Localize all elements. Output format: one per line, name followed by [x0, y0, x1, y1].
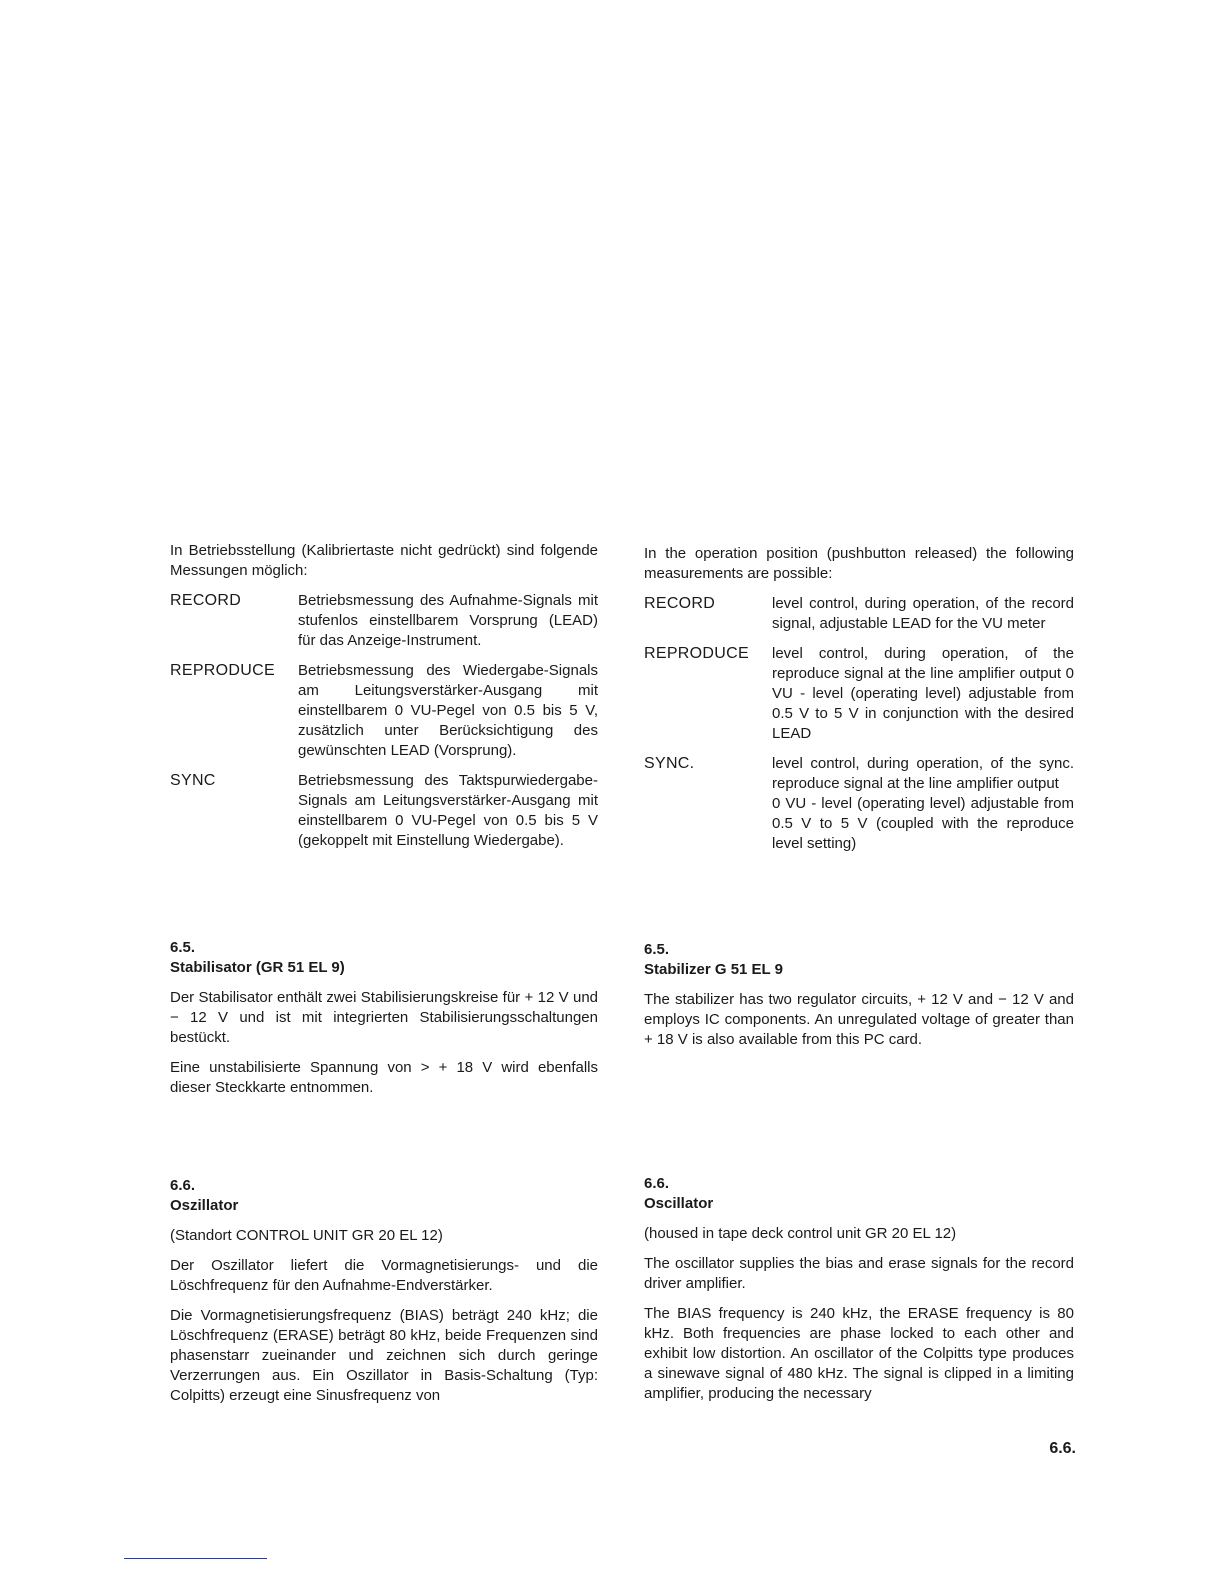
german-section-6-6 — [170, 1176, 598, 1406]
german-column — [170, 541, 598, 861]
measurement-term: RECORD — [170, 592, 242, 609]
english-column — [644, 544, 1074, 864]
english-intro: In the operation position (pushbutton released) the following measurements are possible: — [644, 545, 1074, 582]
measurement-desc — [772, 754, 1074, 854]
measurement-term: REPRODUCE — [644, 645, 749, 662]
measurement-desc: Betriebsmessung des Aufnahme-Signals mit stufenlos einstellbarem Vorsprung (LEAD) für das Anzeige-Instrument. — [298, 592, 598, 649]
english-section-6-6 — [644, 1174, 1074, 1404]
section-paragraph: The BIAS frequency is 240 kHz, the ERASE frequency is 80 kHz. Both frequencies are phase locked to each other and exhibit low distortion. An oscillator of the Colpitts type produces a sinewave signal of 480 kHz. The signal is clipped in a limiting amplifier, producing the necessary — [644, 1305, 1074, 1402]
english-measurement-reproduce — [644, 644, 1074, 744]
section-title: Stabilizer G 51 EL 9 — [644, 961, 783, 978]
measurement-term: RECORD — [644, 595, 716, 612]
german-measurement-sync — [170, 771, 598, 851]
section-paragraph: The stabilizer has two regulator circuits, + 12 V and − 12 V and employs IC components. An unregulated voltage of greater than + 18 V is also available from this PC card. — [644, 991, 1074, 1048]
section-number: 6.6. — [644, 1175, 670, 1192]
bottom-rule — [124, 1558, 267, 1559]
measurement-term: REPRODUCE — [170, 662, 275, 679]
german-measurement-record — [170, 591, 598, 651]
german-measurement-reproduce — [170, 661, 598, 761]
measurement-desc: level control, during operation, of the record signal, adjustable LEAD for the VU meter — [772, 595, 1074, 632]
section-paragraph: Der Stabilisator enthält zwei Stabilisierungskreise für + 12 V und − 12 V und ist mit integrierten Stabilisierungsschaltungen bestückt. — [170, 989, 598, 1046]
measurement-term: SYNC. — [644, 755, 695, 772]
section-number: 6.5. — [170, 939, 196, 956]
section-number: 6.5. — [644, 941, 670, 958]
measurement-desc: level control, during operation, of the reproduce signal at the line amplifier output 0 VU - level (operating level) adjustable from 0.5 V to 5 V in conjunction with the desired LEAD — [772, 645, 1074, 742]
measurement-desc: Betriebsmessung des Taktspurwiedergabe-Signals am Leitungsverstärker-Ausgang mit einstellbarem 0 VU-Pegel von 0.5 bis 5 V (gekoppelt mit Einstellung Wiedergabe). — [298, 772, 598, 849]
english-measurement-record — [644, 594, 1074, 634]
section-paragraph: (Standort CONTROL UNIT GR 20 EL 12) — [170, 1227, 443, 1244]
page-number: 6.6. — [1049, 1440, 1076, 1457]
section-paragraph: (housed in tape deck control unit GR 20 EL 12) — [644, 1225, 957, 1242]
measurement-desc: Betriebsmessung des Wiedergabe-Signals am Leitungsverstärker-Ausgang mit einstellbarem 0 VU-Pegel von 0.5 bis 5 V, zusätzlich unter Berücksichtigung des gewünschten LEAD (Vorsprung). — [298, 662, 598, 759]
section-title: Stabilisator (GR 51 EL 9) — [170, 959, 345, 976]
measurement-term: SYNC — [170, 772, 216, 789]
german-section-6-5 — [170, 938, 598, 1098]
section-paragraph: Der Oszillator liefert die Vormagnetisierungs- und die Löschfrequenz für den Aufnahme-Endverstärker. — [170, 1257, 598, 1294]
section-number: 6.6. — [170, 1177, 196, 1194]
section-title: Oscillator — [644, 1195, 714, 1212]
section-paragraph: Eine unstabilisierte Spannung von > + 18 V wird ebenfalls dieser Steckkarte entnommen. — [170, 1059, 598, 1096]
english-section-6-5 — [644, 940, 1074, 1050]
measurement-desc-part: level control, during operation, of the sync. reproduce signal at the line amplifier output — [772, 755, 1074, 792]
english-measurement-sync — [644, 754, 1074, 854]
section-paragraph: The oscillator supplies the bias and erase signals for the record driver amplifier. — [644, 1255, 1074, 1292]
section-title: Oszillator — [170, 1197, 239, 1214]
section-paragraph: Die Vormagnetisierungsfrequenz (BIAS) beträgt 240 kHz; die Löschfrequenz (ERASE) beträgt 80 kHz, beide Frequenzen sind phasenstarr zueinander und zeichnen sich durch geringe Verzerrungen aus. Ein Oszillator in Basis-Schaltung (Typ: Colpitts) erzeugt eine Sinusfrequenz von — [170, 1307, 598, 1404]
german-intro: In Betriebsstellung (Kalibriertaste nicht gedrückt) sind folgende Messungen möglich: — [170, 542, 598, 579]
measurement-desc-part: 0 VU - level (operating level) adjustable from 0.5 V to 5 V (coupled with the reproduce level setting) — [772, 795, 1074, 852]
